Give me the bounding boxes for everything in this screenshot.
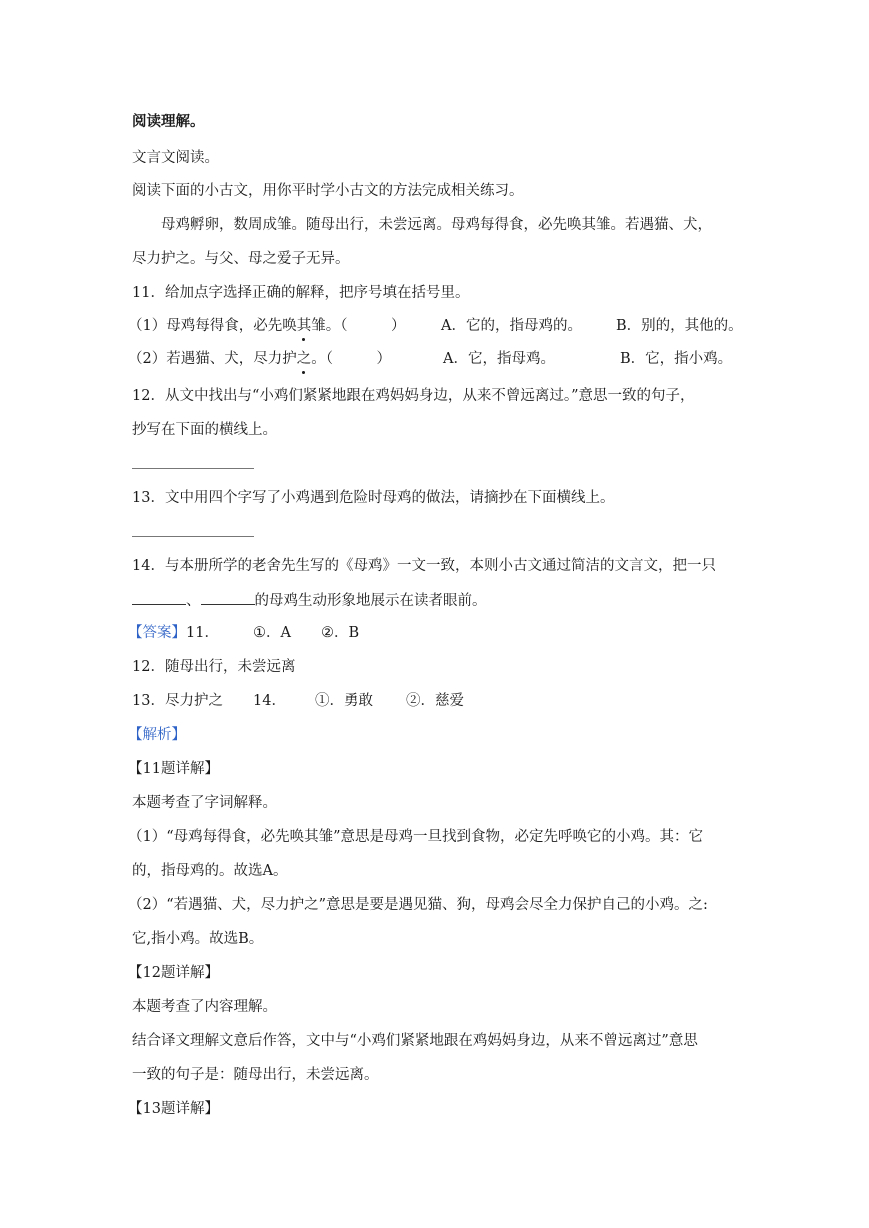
question-12-line-1: 12．从文中找出与“小鸡们紧紧地跟在鸡妈妈身边，从来不曾远离过。”意思一致的句子， [132,388,695,404]
item-2-option-a: A．它，指母鸡。 [443,351,555,367]
answer-12: 12．随母出行，未尝远离 [132,659,296,675]
item-2-option-b: B．它，指小鸡。 [620,351,733,367]
answer-11-b: ②．B [321,625,360,641]
analysis-12-intro: 本题考查了内容理解。 [132,999,277,1015]
analysis-11-item-2-line-1: （2）“若遇猫、犬，尽力护之”意思是要是遇见猫、狗，母鸡会尽全力保护自己的小鸡。之: [128,897,708,913]
passage-line-2: 尽力护之。与父、母之爱子无异。 [132,251,350,267]
question-11-item-2 [128,349,391,369]
item-2-text-post: 。（ ） [311,351,391,367]
answer-11-a: ①．A [253,625,291,641]
question-13: 13．文中用四个字写了小鸡遇到危险时母鸡的做法，请摘抄在下面横线上。 [132,490,615,506]
passage-line-1: 母鸡孵卵，数周成雏。随母出行，未尝远离。母鸡每得食，必先唤其雏。若遇猫、犬， [161,217,712,233]
analysis-tag: 【解析】 [128,727,186,743]
detail-heading-12: 【12题详解】 [128,965,219,981]
analysis-12-line-2: 一致的句子是：随母出行，未尝远离。 [132,1067,379,1083]
answer-14-b: ②．慈爱 [406,693,464,709]
analysis-11-item-1-line-2: 的，指母鸡的。故选A。 [132,863,288,879]
blank-separator: 、 [186,593,201,609]
answer-tag: 【答案】 [128,625,186,641]
item-1-option-a: A．它的，指母鸡的。 [441,318,582,334]
analysis-11-item-1-line-1: （1）“母鸡每得食，必先唤其雏”意思是母鸡一旦找到食物，必定先呼唤它的小鸡。其：它 [128,829,704,845]
question-12-line-2: 抄写在下面的横线上。 [132,422,277,438]
item-1-option-b: B．别的，其他的。 [616,318,743,334]
answer-14-label: 14． [253,693,286,709]
instruction: 阅读下面的小古文，用你平时学小古文的方法完成相关练习。 [132,183,524,199]
answer-line-13 [132,536,254,537]
item-2-text-pre: （2）若遇猫、犬，尽力护 [128,351,297,367]
detail-heading-11: 【11题详解】 [128,761,219,777]
analysis-11-intro: 本题考查了字词解释。 [132,795,277,811]
question-14-line-2 [132,590,487,611]
answer-11-label: 11． [186,625,219,641]
analysis-11-item-2-line-2: 它,指小鸡。故选B。 [132,931,264,947]
question-14-line-1: 14．与本册所学的老舍先生写的《母鸡》一文一致，本则小古文通过简洁的文言文，把一只 [132,558,716,574]
subheading-classical: 文言文阅读。 [132,150,219,166]
detail-heading-13: 【13题详解】 [128,1101,219,1117]
analysis-12-line-1: 结合译文理解文意后作答，文中与“小鸡们紧紧地跟在鸡妈妈身边，从来不曾远离过”意思 [132,1033,698,1049]
question-11-stem: 11．给加点字选择正确的解释，把序号填在括号里。 [132,285,470,301]
question-11-item-1 [128,316,405,336]
section-heading: 阅读理解。 [132,113,205,130]
emphasis-dot-char: 其 [296,318,312,334]
item-1-text-post: 雏。（ ） [311,318,406,334]
answer-line-12 [132,468,254,469]
fill-blank-2 [201,590,255,605]
emphasis-dot-char: 之 [296,351,312,367]
question-14-tail: 的母鸡生动形象地展示在读者眼前。 [254,593,487,609]
fill-blank-1 [132,590,186,605]
item-1-text-pre: （1）母鸡每得食，必先唤 [128,318,297,334]
answer-13: 13．尽力护之 [132,693,223,709]
answer-14-a: ①．勇敢 [315,693,373,709]
answer-row-1 [128,623,219,643]
